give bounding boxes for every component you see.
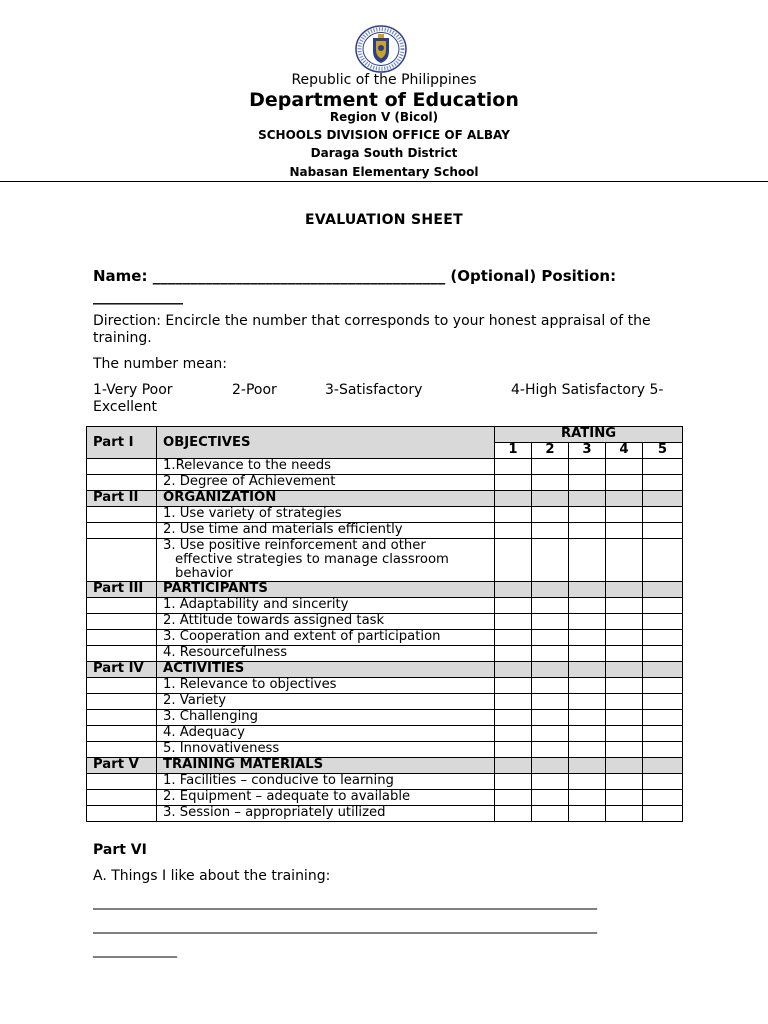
part-label: Part IV (87, 662, 157, 678)
rating-cell[interactable] (495, 678, 532, 694)
rating-cell[interactable] (606, 694, 643, 710)
rating-cell[interactable] (643, 790, 683, 806)
rating-cell[interactable] (495, 726, 532, 742)
objective-item: 2. Equipment – adequate to available (157, 790, 495, 806)
rating-cell[interactable] (643, 539, 683, 582)
rating-cell[interactable] (643, 614, 683, 630)
part-cell (87, 459, 157, 475)
name-position-field: Name: _______________________________________ (Optional) Position: ____________ (93, 267, 617, 305)
region-line: Region V (Bicol) (329, 110, 439, 124)
rating-cell[interactable] (643, 726, 683, 742)
objective-item: 3. Cooperation and extent of participation (157, 630, 495, 646)
table-row (87, 459, 683, 475)
section-title: PARTICIPANTS (157, 582, 495, 598)
rating-cell[interactable] (495, 523, 532, 539)
rating-cell (569, 662, 606, 678)
objective-item: 2. Attitude towards assigned task (157, 614, 495, 630)
rating-cell[interactable] (495, 646, 532, 662)
rating-cell[interactable] (606, 459, 643, 475)
rating-cell[interactable] (606, 774, 643, 790)
table-row (87, 678, 683, 694)
objective-item: 5. Innovativeness (157, 742, 495, 758)
section-title: ORGANIZATION (157, 491, 495, 507)
rating-cell[interactable] (569, 507, 606, 523)
part-cell (87, 630, 157, 646)
objective-line: effective strategies to manage classroom (175, 552, 449, 567)
rating-cell[interactable] (606, 806, 643, 822)
rating-cell[interactable] (532, 539, 569, 582)
rating-cell[interactable] (532, 614, 569, 630)
rating-cell[interactable] (569, 539, 606, 582)
rating-cell[interactable] (606, 630, 643, 646)
rating-header: RATING (495, 427, 683, 443)
part-cell (87, 614, 157, 630)
rating-number: 2 (532, 443, 569, 459)
rating-cell (532, 582, 569, 598)
rating-scale (93, 382, 683, 399)
part-cell (87, 742, 157, 758)
rating-cell[interactable] (532, 774, 569, 790)
part-label: Part II (87, 491, 157, 507)
republic-line: Republic of the Philippines (291, 72, 477, 88)
table-row (87, 598, 683, 614)
rating-cell[interactable] (643, 742, 683, 758)
table-row (87, 806, 683, 822)
rating-cell[interactable] (495, 475, 532, 491)
rating-cell[interactable] (606, 678, 643, 694)
district-line: Daraga South District (310, 146, 458, 160)
table-header-row (87, 427, 683, 443)
scale-item: 2-Poor (232, 382, 277, 398)
section-row (87, 758, 683, 774)
part-cell (87, 539, 157, 582)
rating-cell[interactable] (569, 630, 606, 646)
rating-cell[interactable] (532, 694, 569, 710)
table-row (87, 630, 683, 646)
rating-cell[interactable] (643, 678, 683, 694)
rating-number: 5 (643, 443, 683, 459)
table-row (87, 507, 683, 523)
answer-line[interactable]: ________________________________________________________________________ (93, 918, 597, 934)
part-cell (87, 806, 157, 822)
rating-cell (643, 582, 683, 598)
page-title: EVALUATION SHEET (305, 212, 463, 228)
rating-cell[interactable] (643, 630, 683, 646)
rating-number: 4 (606, 443, 643, 459)
rating-cell[interactable] (569, 646, 606, 662)
rating-cell[interactable] (532, 790, 569, 806)
rating-cell[interactable] (532, 806, 569, 822)
rating-cell[interactable] (569, 790, 606, 806)
rating-cell[interactable] (569, 806, 606, 822)
rating-cell[interactable] (495, 614, 532, 630)
rating-number: 1 (495, 443, 532, 459)
scale-item: Excellent (93, 399, 157, 415)
table-row (87, 614, 683, 630)
rating-cell[interactable] (495, 790, 532, 806)
part-label: Part V (87, 758, 157, 774)
part-cell (87, 598, 157, 614)
rating-cell[interactable] (495, 694, 532, 710)
rating-cell[interactable] (569, 459, 606, 475)
part-cell (87, 710, 157, 726)
rating-cell (532, 758, 569, 774)
part-label: Part III (87, 582, 157, 598)
rating-cell (606, 758, 643, 774)
part-cell (87, 774, 157, 790)
table-row (87, 790, 683, 806)
objective-item: 1. Use variety of strategies (157, 507, 495, 523)
section-title: TRAINING MATERIALS (157, 758, 495, 774)
part-header: Part I (87, 427, 157, 459)
part6-heading: Part VI (93, 842, 147, 858)
section-title: ACTIVITIES (157, 662, 495, 678)
objective-line: behavior (175, 566, 233, 581)
rating-cell[interactable] (606, 475, 643, 491)
school-line: Nabasan Elementary School (289, 165, 479, 179)
rating-cell[interactable] (643, 774, 683, 790)
section-row (87, 582, 683, 598)
rating-cell (606, 662, 643, 678)
rating-cell[interactable] (532, 459, 569, 475)
objective-item: 1. Relevance to objectives (157, 678, 495, 694)
table-row (87, 774, 683, 790)
rating-cell (569, 491, 606, 507)
table-row (87, 726, 683, 742)
rating-cell[interactable] (532, 507, 569, 523)
answer-line[interactable]: ____________ (93, 942, 177, 958)
rating-cell[interactable] (606, 726, 643, 742)
rating-cell[interactable] (495, 806, 532, 822)
evaluation-table (86, 426, 683, 822)
rating-cell[interactable] (606, 742, 643, 758)
rating-cell[interactable] (606, 614, 643, 630)
rating-cell[interactable] (569, 598, 606, 614)
rating-cell (643, 758, 683, 774)
rating-cell[interactable] (643, 475, 683, 491)
part-cell (87, 678, 157, 694)
rating-cell (495, 758, 532, 774)
objective-item: 1. Adaptability and sincerity (157, 598, 495, 614)
rating-cell (495, 582, 532, 598)
rating-cell[interactable] (643, 459, 683, 475)
rating-cell[interactable] (569, 774, 606, 790)
rating-cell[interactable] (495, 742, 532, 758)
rating-cell[interactable] (569, 678, 606, 694)
rating-cell[interactable] (532, 710, 569, 726)
rating-cell[interactable] (569, 710, 606, 726)
rating-cell (569, 582, 606, 598)
rating-cell (569, 758, 606, 774)
rating-cell[interactable] (569, 475, 606, 491)
rating-cell[interactable] (569, 523, 606, 539)
objective-item: 2. Use time and materials efficiently (157, 523, 495, 539)
rating-cell[interactable] (643, 806, 683, 822)
table-row (87, 742, 683, 758)
part-cell (87, 646, 157, 662)
rating-cell[interactable] (532, 678, 569, 694)
table-row (87, 523, 683, 539)
part-cell (87, 694, 157, 710)
rating-cell[interactable] (532, 646, 569, 662)
rating-cell[interactable] (495, 774, 532, 790)
division-line: SCHOOLS DIVISION OFFICE OF ALBAY (258, 128, 510, 142)
objective-item: 1. Facilities – conducive to learning (157, 774, 495, 790)
rating-cell[interactable] (606, 539, 643, 582)
part-cell (87, 507, 157, 523)
rating-cell[interactable] (532, 742, 569, 758)
table-row (87, 710, 683, 726)
number-mean-label: The number mean: (93, 356, 227, 372)
section-row (87, 491, 683, 507)
rating-cell (643, 662, 683, 678)
rating-cell (495, 662, 532, 678)
rating-cell[interactable] (569, 742, 606, 758)
deped-seal-icon (354, 24, 408, 74)
rating-cell (532, 662, 569, 678)
answer-line[interactable]: ________________________________________________________________________ (93, 894, 597, 910)
scale-item: 1-Very Poor (93, 382, 173, 398)
objective-item: 2. Variety (157, 694, 495, 710)
scale-item: 4-High Satisfactory 5- (511, 382, 664, 398)
rating-cell[interactable] (606, 710, 643, 726)
rating-cell[interactable] (569, 694, 606, 710)
part-cell (87, 475, 157, 491)
rating-cell[interactable] (606, 507, 643, 523)
rating-cell[interactable] (643, 646, 683, 662)
section-row (87, 662, 683, 678)
rating-cell (495, 491, 532, 507)
rating-cell[interactable] (532, 475, 569, 491)
rating-number: 3 (569, 443, 606, 459)
table-row (87, 539, 683, 582)
objective-item: 3. Session – appropriately utilized (157, 806, 495, 822)
part6-prompt: A. Things I like about the training: (93, 868, 331, 884)
rating-cell (606, 582, 643, 598)
table-row (87, 646, 683, 662)
rating-cell[interactable] (643, 523, 683, 539)
table-row (87, 475, 683, 491)
rating-cell (643, 491, 683, 507)
objectives-header: OBJECTIVES (157, 427, 495, 459)
department-name: Department of Education (249, 89, 519, 111)
objective-item: 4. Resourcefulness (157, 646, 495, 662)
rating-cell[interactable] (532, 523, 569, 539)
rating-cell[interactable] (643, 598, 683, 614)
rating-cell[interactable] (569, 726, 606, 742)
rating-cell[interactable] (606, 646, 643, 662)
objective-item (157, 539, 495, 582)
objective-item: 3. Challenging (157, 710, 495, 726)
part-cell (87, 523, 157, 539)
direction-text: Direction: Encircle the number that corresponds to your honest appraisal of the training. (93, 313, 651, 346)
objective-item: 1.Relevance to the needs (157, 459, 495, 475)
rating-cell[interactable] (532, 630, 569, 646)
rating-cell[interactable] (606, 790, 643, 806)
part-cell (87, 726, 157, 742)
rating-cell (532, 491, 569, 507)
objective-item: 2. Degree of Achievement (157, 475, 495, 491)
rating-cell[interactable] (495, 710, 532, 726)
rating-cell[interactable] (495, 459, 532, 475)
header-divider (0, 181, 768, 182)
rating-cell[interactable] (532, 598, 569, 614)
part-cell (87, 790, 157, 806)
rating-cell[interactable] (643, 507, 683, 523)
evaluation-rows (87, 459, 683, 822)
objective-line: 3. Use positive reinforcement and other (163, 538, 426, 553)
rating-cell (606, 491, 643, 507)
rating-cell[interactable] (643, 710, 683, 726)
rating-cell[interactable] (643, 694, 683, 710)
rating-cell[interactable] (495, 630, 532, 646)
objective-item: 4. Adequacy (157, 726, 495, 742)
rating-cell[interactable] (606, 598, 643, 614)
rating-cell[interactable] (569, 614, 606, 630)
rating-cell[interactable] (495, 507, 532, 523)
table-row (87, 694, 683, 710)
rating-cell[interactable] (532, 726, 569, 742)
rating-cell[interactable] (606, 523, 643, 539)
rating-cell[interactable] (495, 598, 532, 614)
scale-item: 3-Satisfactory (325, 382, 423, 398)
rating-cell[interactable] (495, 539, 532, 582)
